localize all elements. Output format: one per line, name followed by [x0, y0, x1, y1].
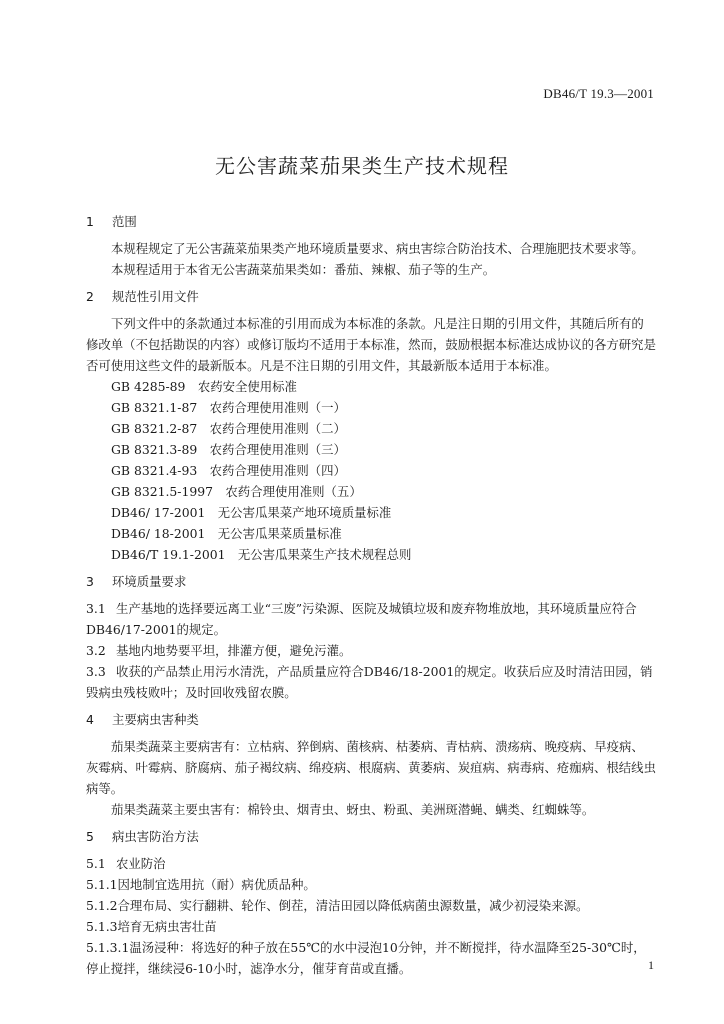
section-heading-3	[86, 571, 656, 592]
paragraph: 本规程适用于本省无公害蔬菜茄果类如：番茄、辣椒、茄子等的生产。	[111, 262, 496, 277]
clause-number: 3.3	[86, 664, 106, 679]
clause-text: 培育无病虫害壮苗	[117, 919, 217, 934]
page-title: 无公害蔬菜茄果类生产技术规程	[215, 154, 509, 178]
page-number: 1	[648, 958, 654, 972]
clause	[86, 640, 656, 661]
paragraph: 下列文件中的条款通过本标准的引用而成为本标准的条款。凡是注日期的引用文件，其随后所有的修改单（不包括勘误的内容）或修订版均不适用于本标准，然而，鼓励根据本标准达成协议的各方研究是否可使用这些文件的最新版本。凡是不注日期的引用文件，其最新版本适用于本标准。	[86, 316, 656, 373]
clause	[86, 853, 656, 874]
document-body	[86, 205, 656, 979]
clause	[86, 895, 656, 916]
paragraph: 茄果类蔬菜主要虫害有：棉铃虫、烟青虫、蚜虫、粉虱、美洲斑潜蝇、螨类、红蜘蛛等。	[111, 802, 595, 817]
section-title: 环境质量要求	[112, 574, 187, 589]
section-heading-4	[86, 709, 656, 730]
clause	[86, 937, 656, 979]
section-heading-5	[86, 826, 656, 847]
clause-text: 温汤浸种：将选好的种子放在55℃的水中浸泡10分钟，并不断搅拌，待水温降至25-30℃时，停止搅拌，继续浸6-10小时，滤净水分，催芽育苗或直播。	[86, 940, 646, 976]
clause-number: 5.1.1	[86, 877, 118, 892]
reference-item: DB46/ 18-2001 无公害瓜果菜质量标准	[111, 526, 342, 541]
reference-item: GB 4285-89 农药安全使用标准	[111, 379, 297, 394]
section-number: 2	[86, 289, 94, 304]
clause-number: 5.1	[86, 856, 106, 871]
section-title: 病虫害防治方法	[112, 829, 199, 844]
paragraph: 茄果类蔬菜主要病害有：立枯病、猝倒病、菌核病、枯萎病、青枯病、溃疡病、晚疫病、早疫病、灰霉病、叶霉病、脐腐病、茄子褐纹病、绵疫病、根腐病、黄萎病、炭疽病、病毒病、疮痂病、根结线虫病等。	[86, 739, 656, 796]
reference-item: GB 8321.1-87 农药合理使用准则（一）	[111, 400, 346, 415]
clause-text: 农业防治	[116, 856, 166, 871]
section-title: 范围	[112, 214, 137, 229]
reference-item: GB 8321.3-89 农药合理使用准则（三）	[111, 442, 346, 457]
reference-item: GB 8321.5-1997 农药合理使用准则（五）	[111, 484, 362, 499]
reference-item: GB 8321.4-93 农药合理使用准则（四）	[111, 463, 346, 478]
section-heading-2	[86, 286, 656, 307]
clause	[86, 874, 656, 895]
reference-item: DB46/ 17-2001 无公害瓜果菜产地环境质量标准	[111, 505, 392, 520]
clause-text: 基地内地势要平坦，排灌方便，避免污灌。	[116, 643, 352, 658]
clause-number: 3.1	[86, 601, 106, 616]
section-number: 3	[86, 574, 94, 589]
reference-item: DB46/T 19.1-2001 无公害瓜果菜生产技术规程总则	[111, 547, 412, 562]
section-number: 1	[86, 214, 94, 229]
paragraph: 本规程规定了无公害蔬菜茄果类产地环境质量要求、病虫害综合防治技术、合理施肥技术要求等。	[111, 241, 644, 256]
section-title: 规范性引用文件	[112, 289, 199, 304]
clause	[86, 598, 656, 640]
clause-text: 合理布局、实行翻耕、轮作、倒茬，清洁田园以降低病菌虫源数量，减少初浸染来源。	[117, 898, 589, 913]
clause-number: 5.1.3	[86, 919, 118, 934]
document-code: DB46/T 19.3—2001	[543, 86, 654, 101]
section-heading-1	[86, 211, 656, 232]
clause	[86, 661, 656, 703]
section-number: 4	[86, 712, 94, 727]
clause-number: 5.1.2	[86, 898, 118, 913]
clause-text: 收获的产品禁止用污水清洗，产品质量应符合DB46/18-2001的规定。收获后应及时清洁田园，销毁病虫残枝败叶；及时回收残留农膜。	[86, 664, 653, 700]
clause	[86, 916, 656, 937]
clause-number: 5.1.3.1	[86, 940, 130, 955]
clause-number: 3.2	[86, 643, 106, 658]
clause-text: 生产基地的选择要远离工业“三废”污染源、医院及城镇垃圾和废弃物堆放地，其环境质量应符合DB46/17-2001的规定。	[86, 601, 637, 637]
reference-item: GB 8321.2-87 农药合理使用准则（二）	[111, 421, 346, 436]
section-title: 主要病虫害种类	[112, 712, 199, 727]
clause-text: 因地制宜选用抗（耐）病优质品种。	[117, 877, 316, 892]
section-number: 5	[86, 829, 94, 844]
